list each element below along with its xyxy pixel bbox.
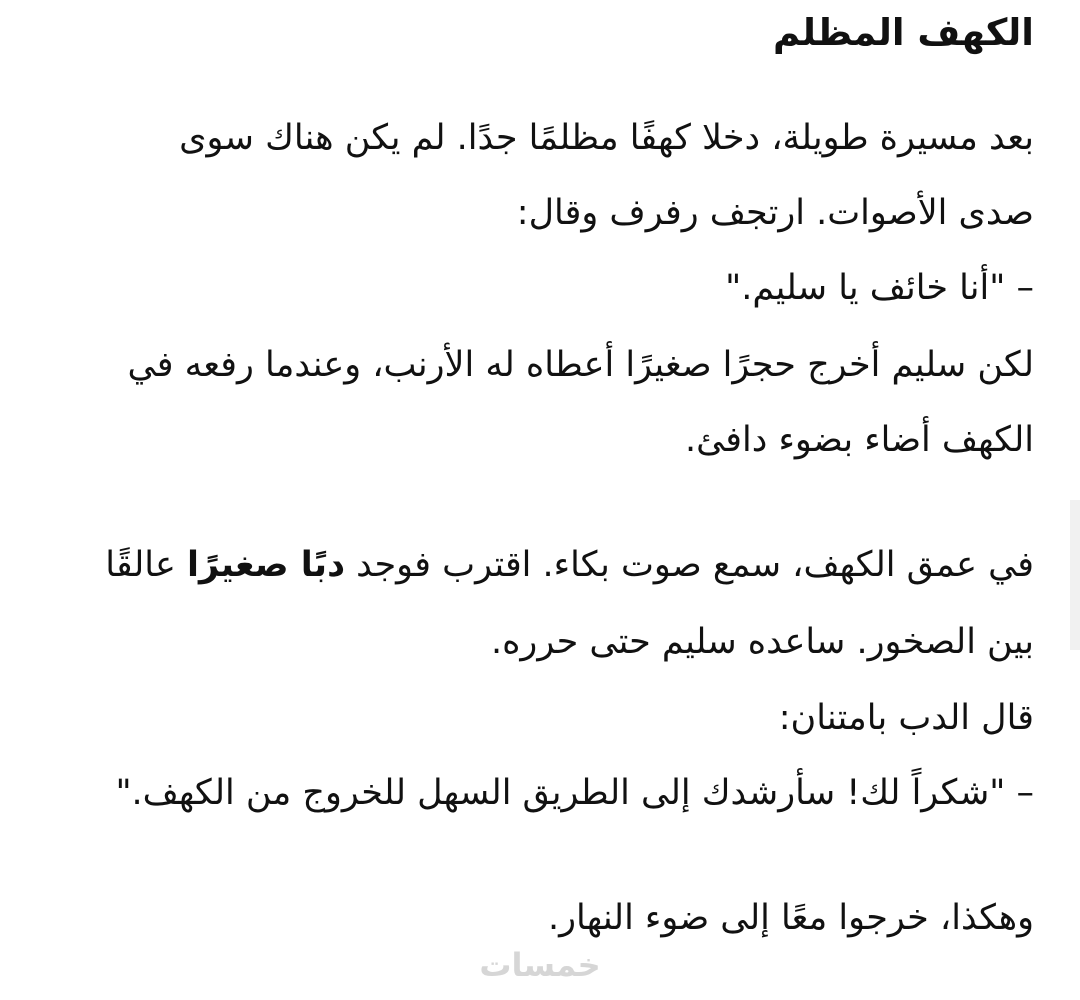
paragraph-2-line-2: بين الصخور. ساعده سليم حتى حرره.: [490, 622, 1034, 662]
paragraph-1-line-5: الكهف أضاء بضوء دافئ.: [685, 420, 1034, 460]
paragraph-2-line-4: – "شكراً لك! سأرشدك إلى الطريق السهل للخروج من الكهف.": [115, 773, 1034, 813]
paragraph-1-line-4: لكن سليم أخرج حجرًا صغيرًا أعطاه له الأرنب، وعندما رفعه في: [127, 345, 1034, 385]
paragraph-1-line-2: صدى الأصوات. ارتجف رفرف وقال:: [516, 193, 1034, 233]
bold-phrase: دبًا صغيرًا: [186, 545, 346, 585]
paragraph-1-line-1: بعد مسيرة طويلة، دخلا كهفًا مظلمًا جدًا. لم يكن هناك سوى: [179, 118, 1034, 158]
story-title: الكهف المظلم: [772, 11, 1034, 54]
watermark-logo: خمسات: [479, 946, 601, 984]
paragraph-2-line-1-end: عالقًا: [105, 545, 187, 585]
paragraph-2-line-1: [60, 540, 1034, 590]
paragraph-3-line-1: وهكذا، خرجوا معًا إلى ضوء النهار.: [548, 898, 1034, 938]
paragraph-1-line-3: – "أنا خائف يا سليم.": [725, 268, 1034, 308]
scroll-edge: [1070, 500, 1080, 650]
paragraph-2-line-3: قال الدب بامتنان:: [778, 698, 1034, 738]
paragraph-2-line-1-start: في عمق الكهف، سمع صوت بكاء. اقترب فوجد: [345, 545, 1034, 585]
